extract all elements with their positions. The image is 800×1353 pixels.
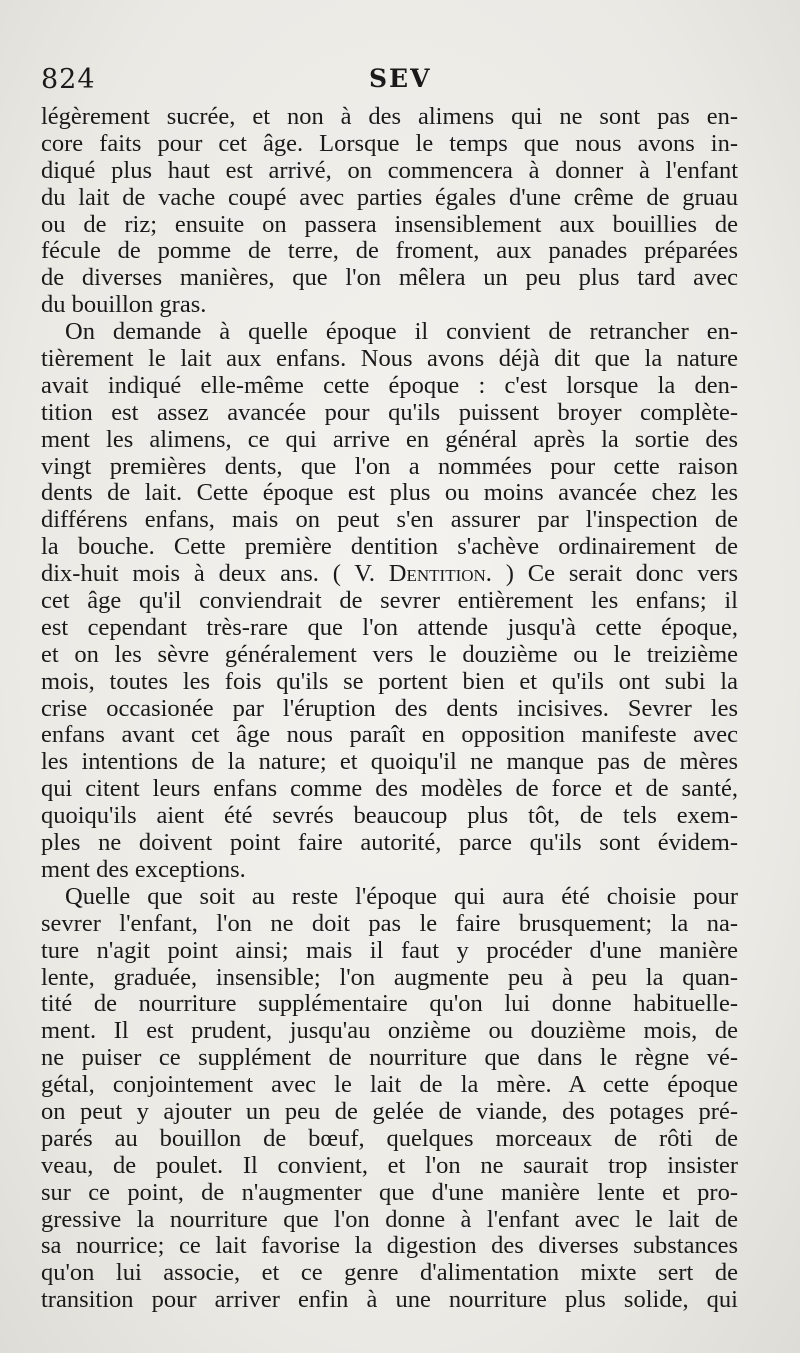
text-line: dents de lait. Cette époque est plus ou moins avancée chez les <box>41 480 738 507</box>
text-line: quoiqu'ils aient été sevrés beaucoup plus tôt, de tels exem- <box>41 803 738 830</box>
text-line: différens enfans, mais on peut s'en assurer par l'inspection de <box>41 507 738 534</box>
text-line: sur ce point, de n'augmenter que d'une manière lente et pro- <box>41 1179 738 1206</box>
paragraph <box>41 104 738 319</box>
text-line: tièrement le lait aux enfans. Nous avons déjà dit que la nature <box>41 346 738 373</box>
text-line: qu'on lui associe, et ce genre d'alimentation mixte sert de <box>41 1260 738 1287</box>
text-line: légèrement sucrée, et non à des alimens qui ne sont pas en- <box>41 104 738 130</box>
text-line: du lait de vache coupé avec parties égales d'une crême de gruau <box>41 184 738 211</box>
text-line: gressive la nourriture que l'on donne à l'enfant avec le lait de <box>41 1206 738 1233</box>
page-header <box>41 58 778 104</box>
text-line: enfans avant cet âge nous paraît en opposition manifeste avec <box>41 722 738 749</box>
text-line: ne puiser ce supplément de nourriture que dans le règne vé- <box>41 1045 738 1072</box>
text-line: diqué plus haut est arrivé, on commencera à donner à l'enfant <box>41 157 738 184</box>
text-line: veau, de poulet. Il convient, et l'on ne saurait trop insister <box>41 1152 738 1179</box>
text-line: fécule de pomme de terre, de froment, aux panades préparées <box>41 238 738 265</box>
text-line: mois, toutes les fois qu'ils se portent bien et qu'ils ont subi la <box>41 668 738 695</box>
text-line: ment les alimens, ce qui arrive en général après la sortie des <box>41 426 738 453</box>
text-line: vingt premières dents, que l'on a nommées pour cette raison <box>41 453 738 480</box>
running-head: SEV <box>369 64 432 93</box>
text-line: sevrer l'enfant, l'on ne doit pas le faire brusquement; la na- <box>41 910 738 937</box>
text-line: core faits pour cet âge. Lorsque le temps que nous avons in- <box>41 130 738 157</box>
paragraph <box>41 319 738 884</box>
text-line: on peut y ajouter un peu de gelée de viande, des potages pré- <box>41 1098 738 1125</box>
text-line: ou de riz; ensuite on passera insensiblement aux bouillies de <box>41 211 738 238</box>
body-text <box>41 104 738 1314</box>
text-line: Quelle que soit au reste l'époque qui aura été choisie pour <box>65 883 738 910</box>
text-line: cet âge qu'il conviendrait de sevrer entièrement les enfans; il <box>41 588 738 615</box>
text-line: gétal, conjointement avec le lait de la mère. A cette époque <box>41 1072 738 1099</box>
text-line: dix-huit mois à deux ans. ( V. Dentition. ) Ce serait donc vers <box>41 561 738 588</box>
text-line: ture n'agit point ainsi; mais il faut y procéder d'une manière <box>41 937 738 964</box>
text-line: crise occasionée par l'éruption des dents incisives. Sevrer les <box>41 695 738 722</box>
text-line: parés au bouillon de bœuf, quelques morceaux de rôti de <box>41 1125 738 1152</box>
text-line: tité de nourriture supplémentaire qu'on lui donne habituelle- <box>41 991 738 1018</box>
text-line: On demande à quelle époque il convient de retrancher en- <box>65 319 738 346</box>
text-line: de diverses manières, que l'on mêlera un peu plus tard avec <box>41 265 738 292</box>
cross-reference: Dentition. <box>388 561 492 588</box>
text-line: ples ne doivent point faire autorité, parce qu'ils sont évidem- <box>41 830 738 857</box>
text-line: tition est assez avancée pour qu'ils puissent broyer complète- <box>41 399 738 426</box>
paragraph <box>41 884 738 1314</box>
text-line: lente, graduée, insensible; l'on augmente peu à peu la quan- <box>41 964 738 991</box>
text-line: les intentions de la nature; et quoiqu'il ne manque pas de mères <box>41 749 738 776</box>
text-line: est cependant très-rare que l'on attende jusqu'à cette époque, <box>41 614 738 641</box>
page-number: 824 <box>41 64 96 95</box>
text-line: et on les sèvre généralement vers le douzième ou le treizième <box>41 641 738 668</box>
text-line: ment des exceptions. <box>41 856 246 883</box>
text-line: qui citent leurs enfans comme des modèles de force et de santé, <box>41 776 738 803</box>
text-line: avait indiqué elle-même cette époque : c'est lorsque la den- <box>41 372 738 399</box>
text-line: transition pour arriver enfin à une nourriture plus solide, qui <box>41 1287 738 1314</box>
text-line: ment. Il est prudent, jusqu'au onzième ou douzième mois, de <box>41 1018 738 1045</box>
text-line: du bouillon gras. <box>41 292 207 319</box>
text-line: sa nourrice; ce lait favorise la digestion des diverses substances <box>41 1233 738 1260</box>
text-line: la bouche. Cette première dentition s'achève ordinairement de <box>41 534 738 561</box>
